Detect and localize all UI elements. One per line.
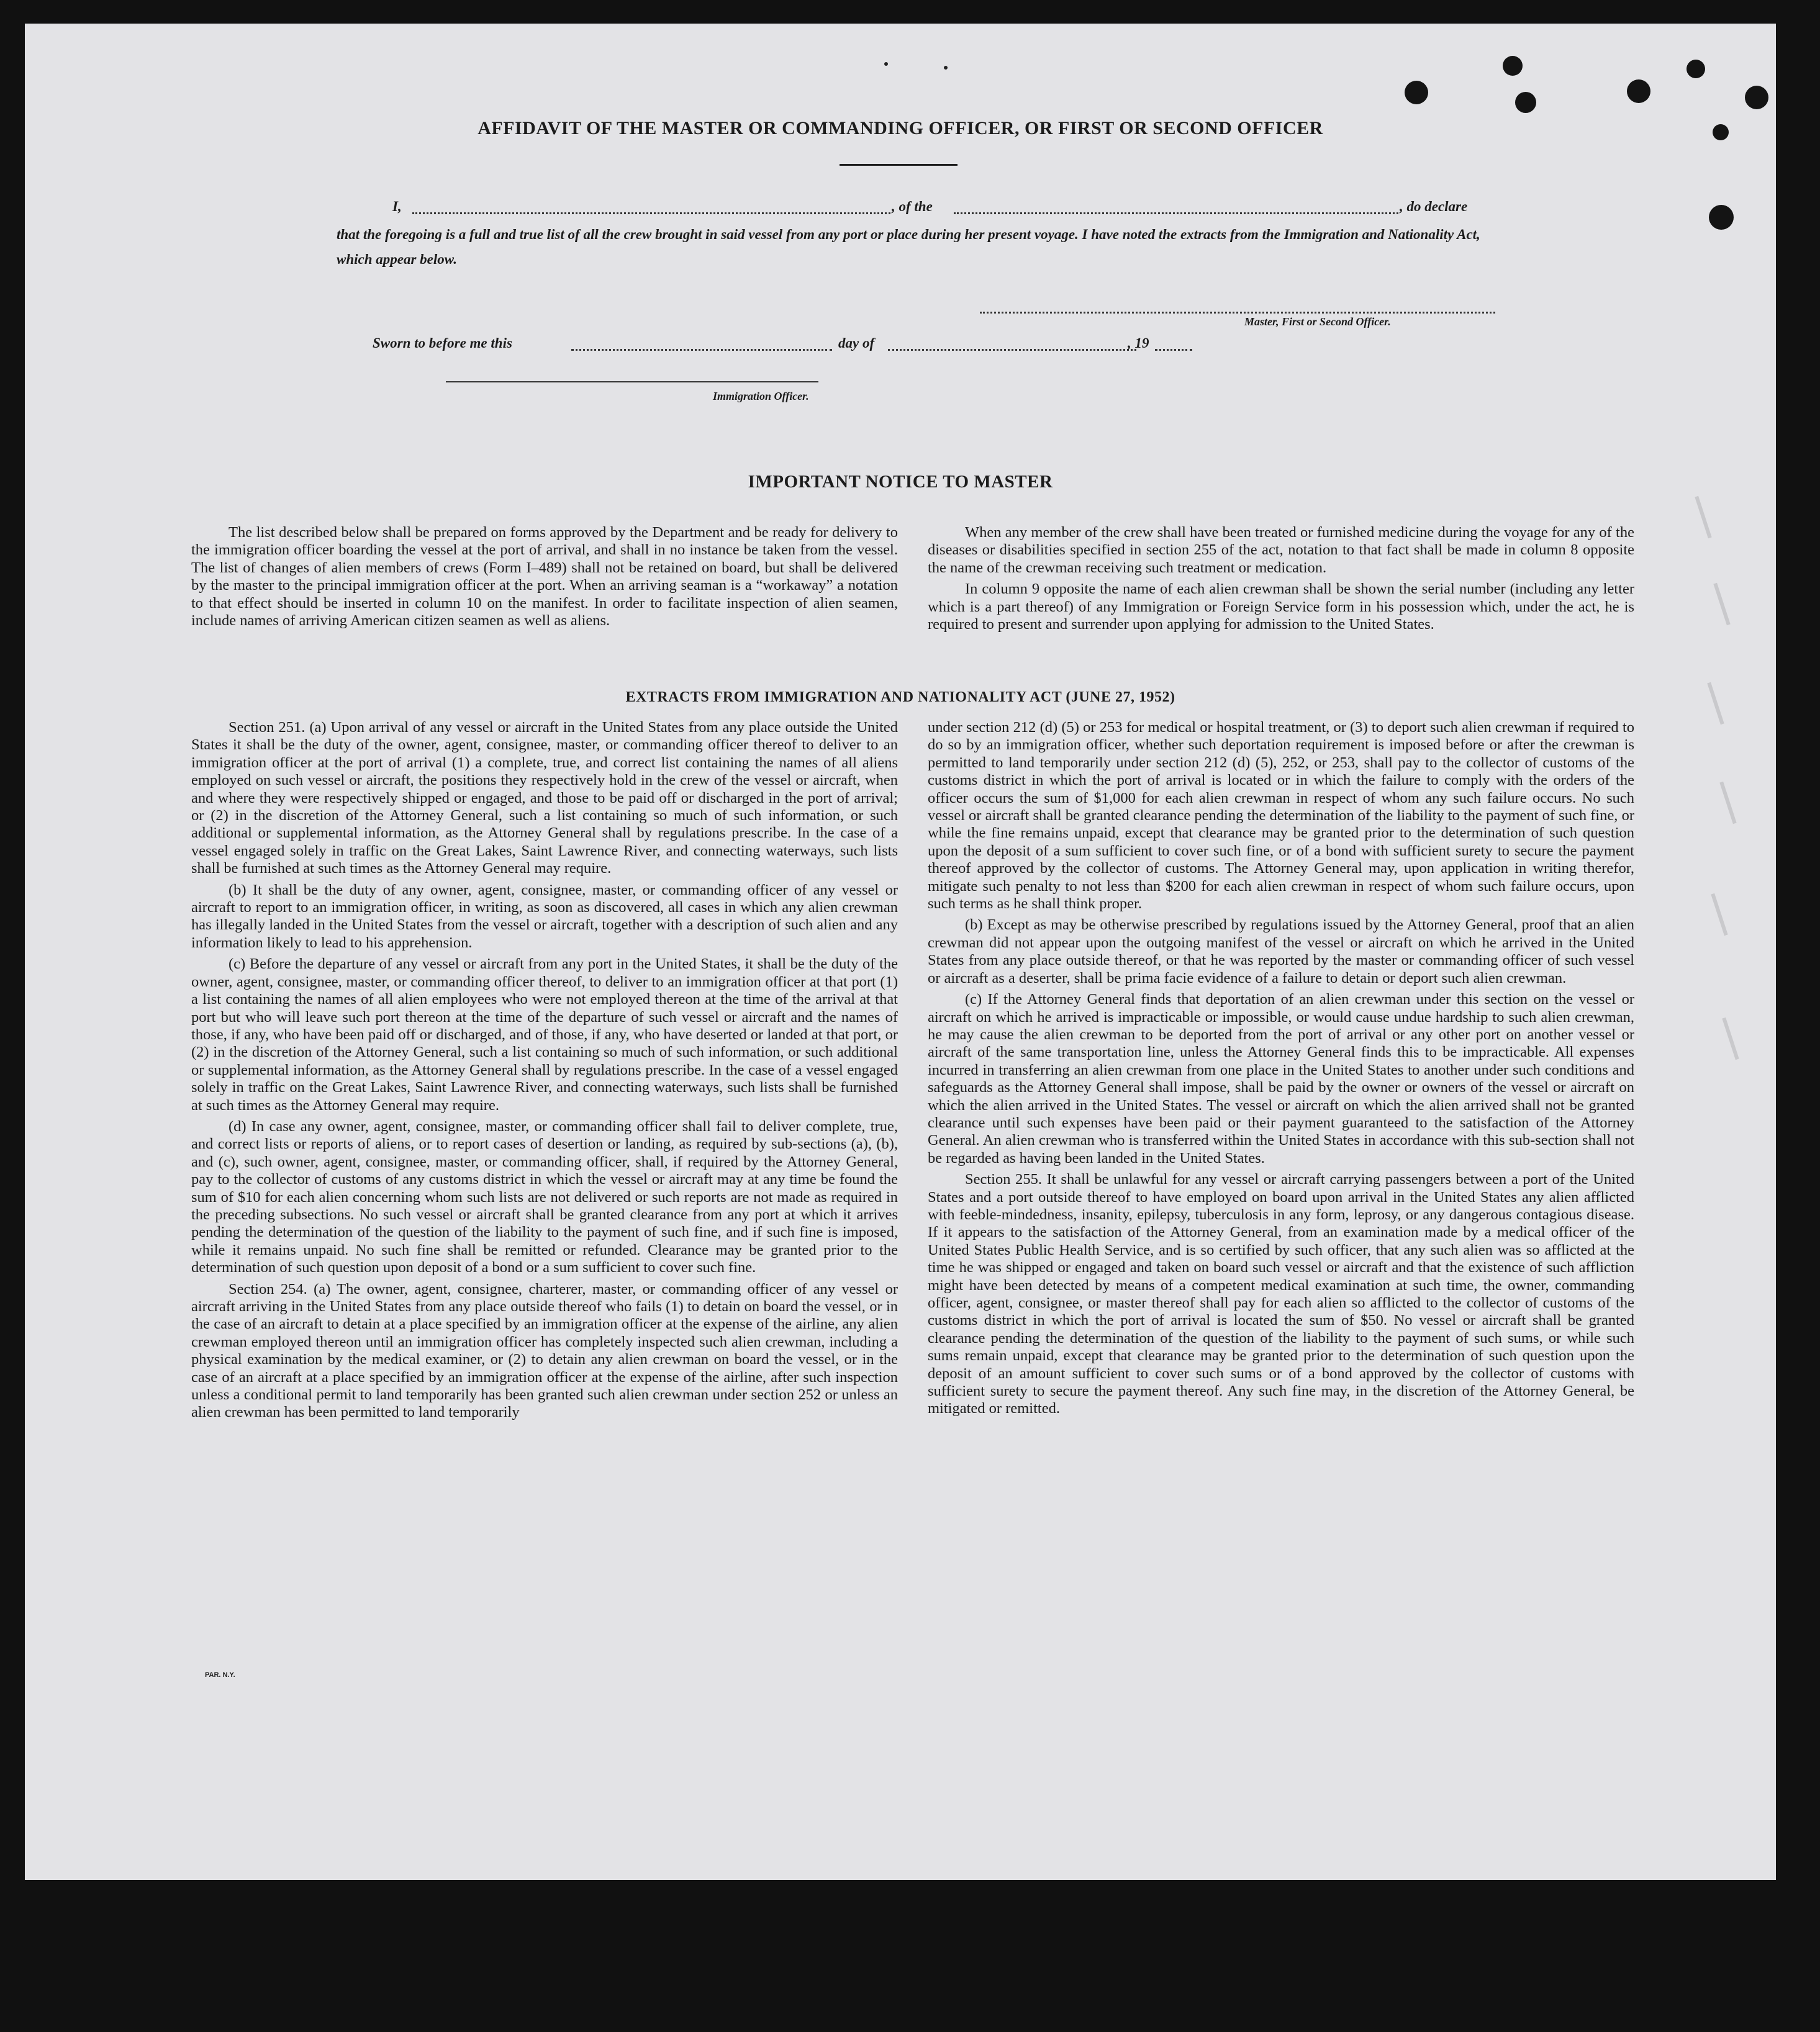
edge-streak — [1695, 496, 1711, 538]
extract-paragraph: Section 251. (a) Upon arrival of any vessel or aircraft in the United States from any place outside the United States it shall be the duty of the owner, agent, consignee, master, or commanding officer thereof to deliver to an immigration officer at the port of arrival (1) a complete, true, and correct list containing the names of all aliens employed on such vessel or aircraft, the positions they respectively hold in the crew of the vessel or aircraft, when and where they were respectively shipped or engaged, and those to be paid off or discharged in the port of arrival; or (2) in the discretion of the Attorney General, such a list containing so much of such information, or such additional or supplemental information, as the Attorney General shall by regulations prescribe. In the case of a vessel engaged solely in traffic on the Great Lakes, Saint Lawrence River, and connecting waterways, such lists shall be furnished at such times as the Attorney General may require. — [191, 719, 898, 877]
extract-paragraph: (c) Before the departure of any vessel or aircraft from any port in the United States, it shall be the duty of the owner, agent, consignee, master, or commanding officer thereof, to deliver to an immigration officer at that port (1) a list containing the names of all alien employees who were not employed thereon at the time of the arrival at that port but who will leave such port thereon at the time of the departure of such vessel or aircraft and the names of those, if any, who have been paid off or discharged, and of those, if any, who have deserted or landed at that port, or (2) in the discretion of the Attorney General, such a list containing so much of such information, or such additional or supplemental information, as the Attorney General shall by regulations prescribe. In the case of a vessel engaged solely in traffic on the Great Lakes, Saint Lawrence River, and connecting waterways, such lists shall be furnished at such times as the Attorney General may require. — [191, 955, 898, 1114]
punch-hole — [1515, 92, 1536, 113]
notice-left-paragraph: The list described below shall be prepared on forms approved by the Department and be ready for delivery to the immigration officer boarding the vessel at the port of arrival, and shall in no instance be taken from the vessel. The list of changes of alien members of crews (Form I–489) shall not be retained on board, but shall be delivered by the master to the principal immigration officer at the port. When an arriving seaman is a “workaway” a notation to that effect should be inserted in column 10 on the manifest. In order to facilitate inspection of alien seamen, include names of arriving American citizen seamen as well as aliens. — [191, 524, 898, 630]
declaration-text: that the foregoing is a full and true list of all the crew brought in said vessel from any port or place during her present voyage. I have noted the extracts from the Immigration and Nationality Act, which appear below. — [337, 227, 1480, 267]
punch-hole — [1686, 60, 1705, 78]
punch-hole — [1503, 56, 1523, 76]
master-signature-line — [980, 312, 1495, 314]
notice-right-paragraph-1: When any member of the crew shall have been treated or furnished medicine during the voyage for any of the diseases or disabilities specified in section 255 of the act, notation to that fact shall be made in column 8 opposite the name of the crewman receiving such treatment or medication. — [928, 524, 1634, 576]
vessel-blank — [954, 212, 1398, 214]
extract-paragraph: Section 255. It shall be unlawful for any vessel or aircraft carrying passengers between a port of the United States and a port outside thereof to have employed on board upon arrival in the United States any alien afflicted with feeble-mindedness, insanity, epilepsy, tuberculosis in any form, leprosy, or any dangerous contagious disease. If it appears to the satisfaction of the Attorney General, from an examination made by a medical officer of the United States Public Health Service, and is so certified by such officer, that any such alien was so afflicted at the time he was shipped or engaged and taken on board such vessel or aircraft and that the existence of such affliction might have been detected by means of a competent medical examination at such time, the owner, commanding officer, agent, consignee, or master thereof shall pay for each alien so afflicted to the collector of customs of the customs district in which the port of arrival is located the sum of $50. No vessel or aircraft shall be granted clearance pending the determination of the question of the liability to the payment of such sums, or while such sums remain unpaid, except that clearance may be granted prior to the determination of such question upon the deposit of an amount sufficient to cover such sums or of a bond approved by the collector of customs with sufficient surety to secure the payment thereof. Any such fine may, in the discretion of the Attorney General, be mitigated or remitted. — [928, 1171, 1634, 1417]
sworn-prefix: Sworn to before me this — [373, 335, 512, 351]
punch-hole — [1627, 79, 1650, 103]
speck — [944, 66, 948, 70]
edge-streak — [1719, 782, 1736, 824]
sworn-month-blank — [888, 349, 1136, 351]
extracts-right-column — [928, 719, 1634, 1422]
notice-right-column — [928, 524, 1634, 637]
punch-hole — [1405, 81, 1428, 104]
extracts-left-column — [191, 719, 898, 1425]
speck — [884, 62, 888, 66]
punch-hole — [1709, 205, 1734, 230]
extracts-title: EXTRACTS FROM IMMIGRATION AND NATIONALITY ACT (JUNE 27, 1952) — [625, 689, 1175, 705]
edge-streak — [1722, 1018, 1739, 1060]
edge-streak — [1713, 583, 1730, 625]
extract-paragraph: Section 254. (a) The owner, agent, consignee, charterer, master, or commanding officer of any vessel or aircraft arriving in the United States from any place outside thereof who fails (1) to detain on board the vessel, or in the case of an aircraft to detain at a place specified by an immigration officer at the expense of the airline, any alien crewman employed thereon until an immigration officer has completely inspected such alien crewman, including a physical examination by the medical examiner, or (2) to detain any alien crewman on board the vessel, or in the case of an aircraft at a place specified by an immigration officer at the expense of the airline, after such inspection unless a conditional permit to land temporarily has been granted such alien crewman under section 252 or unless an alien crewman has been permitted to land temporarily — [191, 1280, 898, 1421]
title-underline — [840, 164, 958, 166]
immigration-officer-signature-line — [446, 381, 818, 382]
of-the-label: , of the — [892, 199, 933, 214]
sworn-day-blank — [571, 349, 832, 351]
name-blank — [412, 212, 890, 214]
immigration-officer-caption: Immigration Officer. — [713, 390, 809, 402]
master-caption: Master, First or Second Officer. — [1244, 315, 1391, 328]
affidavit-title: AFFIDAVIT OF THE MASTER OR COMMANDING OFFICER, OR FIRST OR SECOND OFFICER — [478, 118, 1323, 138]
edge-streak — [1711, 893, 1727, 936]
extract-paragraph: (c) If the Attorney General finds that deportation of an alien crewman under this section on the vessel or aircraft on which he arrived is impracticable or impossible, or would cause undue hardship to such alien crewman, he may cause the alien crewman to be deported from the port of arrival or any other port on another vessel or aircraft of the same transportation line, unless the Attorney General finds this to be impracticable. All expenses incurred in transferring an alien crewman from one place in the United States to another under such conditions and safeguards as the Attorney General shall impose, shall be paid by the owner or owners of the vessel or aircraft on which the alien arrived in the United States. The vessel or aircraft on which the alien arrived shall not be granted clearance until such expenses have been paid or their payment guaranteed to the satisfaction of the Attorney General. An alien crewman who is transferred within the United States in accordance with this sub-section shall not be regarded as having been landed in the United States. — [928, 991, 1634, 1167]
do-declare-label: , do declare — [1400, 199, 1468, 214]
extract-paragraph: (b) Except as may be otherwise prescribed by regulations issued by the Attorney General, proof that an alien crewman did not appear upon the outgoing manifest of the vessel or aircraft on which he arrived in the United States from any place outside thereof, or that he was reported by the master or commanding officer of such vessel or aircraft as a deserter, shall be prima facie evidence of a failure to detain or deport such alien crewman. — [928, 916, 1634, 987]
sworn-year-blank — [1155, 349, 1192, 351]
notice-right-paragraph-2: In column 9 opposite the name of each alien crewman shall be shown the serial number (including any letter which is a part thereof) of any Immigration or Foreign Service form in his possession which, under the act, he is required to present and surrender upon applying for admission to the United States. — [928, 580, 1634, 633]
extract-paragraph: (b) It shall be the duty of any owner, agent, consignee, master, or commanding officer of any vessel or aircraft to report to an immigration officer, in writing, as soon as discovered, all cases in which any alien crewman has illegally landed in the United States from the vessel or aircraft, together with a description of such alien and any information likely to lead to his apprehension. — [191, 881, 898, 951]
extract-paragraph: under section 212 (d) (5) or 253 for medical or hospital treatment, or (3) to deport such alien crewman if required to do so by an immigration officer, whether such deportation requirement is imposed before or after the crewman is permitted to land temporarily under section 212 (d) (5), 252, or 253, shall pay to the collector of customs of the customs district in which the port of arrival is located or in which the failure to comply with the orders of the officer occurs the sum of $1,000 for each alien crewman in respect of whom any such failure occurs. No such vessel or aircraft shall be granted clearance pending the determination of the liability to the payment of such fine, or while the fine remains unpaid, except that clearance may be granted prior to the determination of such question upon the deposit of a sum sufficient to cover such fine, or of a bond with sufficient surety to secure the payment thereof approved by the collector of customs. The Attorney General may, upon application in writing therefor, mitigate such penalty to not less than $200 for each alien crewman in respect of whom such failure occurs, upon such terms as he shall think proper. — [928, 719, 1634, 913]
punch-hole — [1745, 86, 1768, 109]
notice-title: IMPORTANT NOTICE TO MASTER — [748, 472, 1053, 492]
printer-mark: PAR. N.Y. — [205, 1671, 235, 1679]
notice-left-column — [191, 524, 898, 633]
day-of-label: day of — [838, 335, 875, 351]
extract-paragraph: (d) In case any owner, agent, consignee, master, or commanding officer shall fail to deliver complete, true, and correct lists or reports of aliens, or to report cases of desertion or landing, as required by sub-sections (a), (b), and (c), such owner, agent, consignee, master, or commanding officer, shall, if required by the Attorney General, pay to the collector of customs of any customs district in which the vessel or aircraft may at any time be found the sum of $10 for each alien concerning whom such lists are not delivered or such reports are not made as required in the preceding subsections. No such vessel or aircraft shall be granted clearance from any port at which it arrives pending the determination of the question of the liability to the payment of such fine, and if such fine is imposed, while it remains unpaid. No such fine shall be remitted or refunded. Clearance may be granted prior to the determination of such question upon deposit of a bond or a sum sufficient to cover such fine. — [191, 1118, 898, 1276]
document-sheet — [25, 24, 1776, 1880]
i-prefix: I, — [392, 199, 402, 214]
year-prefix: , 19 — [1128, 335, 1149, 351]
